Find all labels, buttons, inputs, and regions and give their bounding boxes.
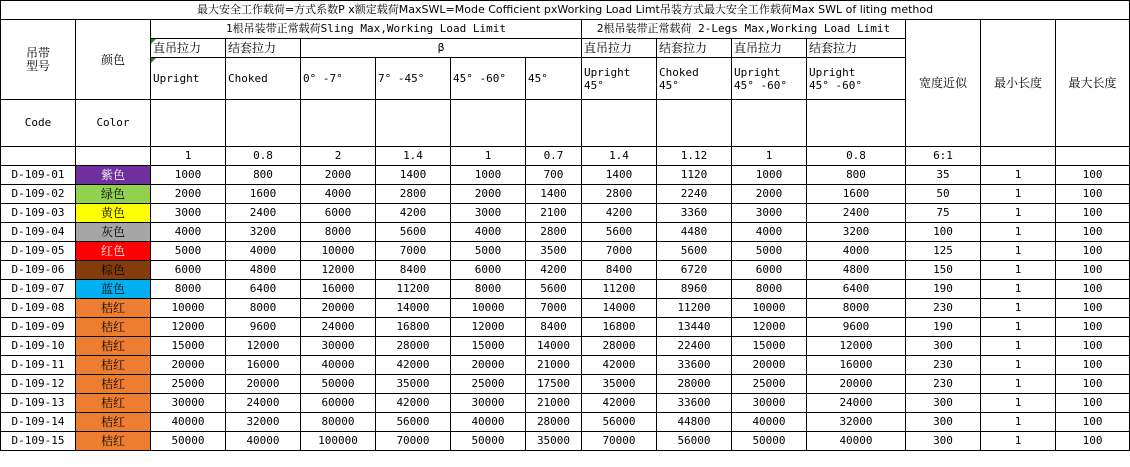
value-cell: 4200 xyxy=(582,204,657,223)
value-cell: 1000 xyxy=(451,166,526,185)
value-cell: 125 xyxy=(906,242,981,261)
value-cell: 100 xyxy=(1056,261,1130,280)
table-row xyxy=(1,356,1130,375)
value-cell: 4000 xyxy=(151,223,226,242)
value-cell: 8400 xyxy=(526,318,582,337)
code-cell: D-109-08 xyxy=(1,299,76,318)
table-row xyxy=(1,318,1130,337)
blank-cell xyxy=(76,147,151,166)
header-angle-45-60: 45° -60° xyxy=(451,58,526,100)
factor-cell xyxy=(1056,147,1130,166)
value-cell: 6000 xyxy=(732,261,807,280)
value-cell: 9600 xyxy=(226,318,301,337)
value-cell: 50000 xyxy=(151,432,226,451)
header-straight-lift-1: 直吊拉力 xyxy=(151,39,226,58)
value-cell: 13440 xyxy=(657,318,732,337)
value-cell: 8000 xyxy=(732,280,807,299)
value-cell: 11200 xyxy=(582,280,657,299)
table-row xyxy=(1,242,1130,261)
header-width: 宽度近似 xyxy=(906,20,981,147)
header-color-en: Color xyxy=(76,100,151,147)
value-cell: 10000 xyxy=(301,242,376,261)
blank-cell xyxy=(582,100,657,147)
value-cell: 8000 xyxy=(226,299,301,318)
value-cell: 21000 xyxy=(526,356,582,375)
value-cell: 700 xyxy=(526,166,582,185)
value-cell: 1 xyxy=(981,261,1056,280)
value-cell: 4480 xyxy=(657,223,732,242)
value-cell: 100 xyxy=(1056,375,1130,394)
color-swatch-cell: 紫色 xyxy=(76,166,151,185)
header-one-leg-group: 1根吊装带正常载荷Sling Max,Working Load Limit xyxy=(151,20,582,39)
value-cell: 8960 xyxy=(657,280,732,299)
header-beta: β xyxy=(301,39,582,58)
value-cell: 2000 xyxy=(732,185,807,204)
value-cell: 42000 xyxy=(376,356,451,375)
blank-cell xyxy=(151,100,226,147)
value-cell: 1 xyxy=(981,337,1056,356)
value-cell: 56000 xyxy=(376,413,451,432)
value-cell: 70000 xyxy=(582,432,657,451)
value-cell: 9600 xyxy=(807,318,906,337)
factor-row xyxy=(1,147,1130,166)
value-cell: 4000 xyxy=(226,242,301,261)
value-cell: 16000 xyxy=(807,356,906,375)
value-cell: 15000 xyxy=(451,337,526,356)
factor-cell: 0.8 xyxy=(807,147,906,166)
value-cell: 50000 xyxy=(451,432,526,451)
value-cell: 5600 xyxy=(376,223,451,242)
value-cell: 32000 xyxy=(226,413,301,432)
value-cell: 10000 xyxy=(151,299,226,318)
value-cell: 2240 xyxy=(657,185,732,204)
value-cell: 1 xyxy=(981,223,1056,242)
value-cell: 1400 xyxy=(526,185,582,204)
value-cell: 2800 xyxy=(376,185,451,204)
value-cell: 56000 xyxy=(657,432,732,451)
header-choked: Choked xyxy=(226,58,301,100)
header-upright-45-60-b: Upright 45° -60° xyxy=(807,58,906,100)
value-cell: 14000 xyxy=(582,299,657,318)
value-cell: 25000 xyxy=(732,375,807,394)
value-cell: 6400 xyxy=(807,280,906,299)
value-cell: 20000 xyxy=(451,356,526,375)
header-angle-45: 45° xyxy=(526,58,582,100)
value-cell: 70000 xyxy=(376,432,451,451)
factor-cell xyxy=(981,147,1056,166)
value-cell: 12000 xyxy=(807,337,906,356)
color-swatch-cell: 绿色 xyxy=(76,185,151,204)
value-cell: 24000 xyxy=(301,318,376,337)
value-cell: 800 xyxy=(807,166,906,185)
color-swatch-cell: 桔红 xyxy=(76,299,151,318)
value-cell: 100 xyxy=(1056,394,1130,413)
value-cell: 40000 xyxy=(732,413,807,432)
value-cell: 42000 xyxy=(582,356,657,375)
code-cell: D-109-12 xyxy=(1,375,76,394)
value-cell: 30000 xyxy=(301,337,376,356)
value-cell: 6720 xyxy=(657,261,732,280)
code-cell: D-109-03 xyxy=(1,204,76,223)
value-cell: 300 xyxy=(906,413,981,432)
value-cell: 230 xyxy=(906,375,981,394)
value-cell: 2000 xyxy=(451,185,526,204)
value-cell: 1 xyxy=(981,356,1056,375)
value-cell: 7000 xyxy=(526,299,582,318)
header-angle-7-45: 7° -45° xyxy=(376,58,451,100)
blank-cell xyxy=(526,100,582,147)
code-cell: D-109-06 xyxy=(1,261,76,280)
value-cell: 8000 xyxy=(301,223,376,242)
factor-cell: 1.12 xyxy=(657,147,732,166)
value-cell: 100000 xyxy=(301,432,376,451)
value-cell: 28000 xyxy=(526,413,582,432)
value-cell: 1 xyxy=(981,204,1056,223)
value-cell: 1 xyxy=(981,185,1056,204)
value-cell: 100 xyxy=(1056,356,1130,375)
value-cell: 4800 xyxy=(226,261,301,280)
value-cell: 100 xyxy=(1056,223,1130,242)
value-cell: 11200 xyxy=(376,280,451,299)
value-cell: 4000 xyxy=(807,242,906,261)
value-cell: 40000 xyxy=(226,432,301,451)
value-cell: 3000 xyxy=(732,204,807,223)
code-cell: D-109-14 xyxy=(1,413,76,432)
value-cell: 12000 xyxy=(226,337,301,356)
value-cell: 6000 xyxy=(301,204,376,223)
value-cell: 4200 xyxy=(376,204,451,223)
table-row xyxy=(1,413,1130,432)
value-cell: 10000 xyxy=(451,299,526,318)
blank-cell xyxy=(807,100,906,147)
value-cell: 25000 xyxy=(451,375,526,394)
value-cell: 30000 xyxy=(451,394,526,413)
value-cell: 100 xyxy=(1056,185,1130,204)
blank-cell xyxy=(301,100,376,147)
header-angle-0-7: 0° -7° xyxy=(301,58,376,100)
value-cell: 20000 xyxy=(151,356,226,375)
header-max-length: 最大长度 xyxy=(1056,20,1130,147)
value-cell: 2100 xyxy=(526,204,582,223)
code-cell: D-109-04 xyxy=(1,223,76,242)
value-cell: 50000 xyxy=(732,432,807,451)
factor-cell: 6:1 xyxy=(906,147,981,166)
header-min-length: 最小长度 xyxy=(981,20,1056,147)
value-cell: 21000 xyxy=(526,394,582,413)
value-cell: 11200 xyxy=(657,299,732,318)
table-row xyxy=(1,261,1130,280)
value-cell: 300 xyxy=(906,337,981,356)
value-cell: 1 xyxy=(981,375,1056,394)
value-cell: 3360 xyxy=(657,204,732,223)
code-cell: D-109-11 xyxy=(1,356,76,375)
value-cell: 150 xyxy=(906,261,981,280)
value-cell: 40000 xyxy=(451,413,526,432)
color-swatch-cell: 桔红 xyxy=(76,375,151,394)
color-swatch-cell: 黄色 xyxy=(76,204,151,223)
value-cell: 16800 xyxy=(376,318,451,337)
value-cell: 20000 xyxy=(807,375,906,394)
value-cell: 100 xyxy=(1056,337,1130,356)
value-cell: 6400 xyxy=(226,280,301,299)
value-cell: 40000 xyxy=(807,432,906,451)
value-cell: 1600 xyxy=(807,185,906,204)
value-cell: 1 xyxy=(981,432,1056,451)
value-cell: 5600 xyxy=(582,223,657,242)
color-swatch-cell: 灰色 xyxy=(76,223,151,242)
value-cell: 1000 xyxy=(732,166,807,185)
code-cell: D-109-01 xyxy=(1,166,76,185)
factor-cell: 0.7 xyxy=(526,147,582,166)
code-cell: D-109-09 xyxy=(1,318,76,337)
value-cell: 12000 xyxy=(451,318,526,337)
value-cell: 8000 xyxy=(151,280,226,299)
value-cell: 30000 xyxy=(732,394,807,413)
value-cell: 1 xyxy=(981,299,1056,318)
factor-cell: 1.4 xyxy=(582,147,657,166)
value-cell: 42000 xyxy=(582,394,657,413)
code-cell: D-109-02 xyxy=(1,185,76,204)
code-cell: D-109-13 xyxy=(1,394,76,413)
value-cell: 12000 xyxy=(151,318,226,337)
value-cell: 1600 xyxy=(226,185,301,204)
value-cell: 17500 xyxy=(526,375,582,394)
value-cell: 24000 xyxy=(807,394,906,413)
color-swatch-cell: 桔红 xyxy=(76,356,151,375)
value-cell: 28000 xyxy=(657,375,732,394)
header-model: 吊带 型号 xyxy=(1,20,76,100)
value-cell: 1 xyxy=(981,318,1056,337)
value-cell: 8400 xyxy=(376,261,451,280)
value-cell: 6000 xyxy=(451,261,526,280)
table-row xyxy=(1,299,1130,318)
value-cell: 2800 xyxy=(582,185,657,204)
value-cell: 16000 xyxy=(301,280,376,299)
value-cell: 16000 xyxy=(226,356,301,375)
value-cell: 8000 xyxy=(451,280,526,299)
color-swatch-cell: 桔红 xyxy=(76,318,151,337)
value-cell: 10000 xyxy=(732,299,807,318)
value-cell: 30000 xyxy=(151,394,226,413)
value-cell: 100 xyxy=(1056,318,1130,337)
value-cell: 230 xyxy=(906,299,981,318)
table-row xyxy=(1,337,1130,356)
value-cell: 6000 xyxy=(151,261,226,280)
value-cell: 20000 xyxy=(732,356,807,375)
color-swatch-cell: 桔红 xyxy=(76,413,151,432)
value-cell: 3200 xyxy=(226,223,301,242)
header-straight-lift-2: 直吊拉力 xyxy=(582,39,657,58)
value-cell: 14000 xyxy=(526,337,582,356)
value-cell: 5600 xyxy=(526,280,582,299)
value-cell: 1120 xyxy=(657,166,732,185)
value-cell: 100 xyxy=(1056,204,1130,223)
header-choke-lift-2: 结套拉力 xyxy=(657,39,732,58)
table-row xyxy=(1,394,1130,413)
blank-cell xyxy=(226,100,301,147)
value-cell: 3000 xyxy=(451,204,526,223)
value-cell: 28000 xyxy=(376,337,451,356)
header-choke-lift-1: 结套拉力 xyxy=(226,39,301,58)
value-cell: 75 xyxy=(906,204,981,223)
value-cell: 100 xyxy=(1056,242,1130,261)
header-two-leg-group: 2根吊装带正常载荷 2-Legs Max,Working Load Limit xyxy=(582,20,906,39)
value-cell: 15000 xyxy=(732,337,807,356)
value-cell: 190 xyxy=(906,280,981,299)
value-cell: 1 xyxy=(981,166,1056,185)
code-cell: D-109-15 xyxy=(1,432,76,451)
value-cell: 33600 xyxy=(657,394,732,413)
value-cell: 3000 xyxy=(151,204,226,223)
value-cell: 25000 xyxy=(151,375,226,394)
value-cell: 16800 xyxy=(582,318,657,337)
header-color: 颜色 xyxy=(76,20,151,100)
value-cell: 100 xyxy=(906,223,981,242)
value-cell: 80000 xyxy=(301,413,376,432)
value-cell: 12000 xyxy=(301,261,376,280)
factor-cell: 2 xyxy=(301,147,376,166)
factor-cell: 1 xyxy=(151,147,226,166)
value-cell: 300 xyxy=(906,432,981,451)
value-cell: 50 xyxy=(906,185,981,204)
value-cell: 100 xyxy=(1056,432,1130,451)
value-cell: 12000 xyxy=(732,318,807,337)
code-cell: D-109-07 xyxy=(1,280,76,299)
blank-cell xyxy=(376,100,451,147)
color-swatch-cell: 红色 xyxy=(76,242,151,261)
header-upright-45-60-a: Upright 45° -60° xyxy=(732,58,807,100)
value-cell: 20000 xyxy=(226,375,301,394)
table-row xyxy=(1,204,1130,223)
value-cell: 1400 xyxy=(376,166,451,185)
table-row xyxy=(1,280,1130,299)
code-cell: D-109-10 xyxy=(1,337,76,356)
value-cell: 20000 xyxy=(301,299,376,318)
header-choke-lift-3: 结套拉力 xyxy=(807,39,906,58)
value-cell: 2000 xyxy=(301,166,376,185)
value-cell: 8000 xyxy=(807,299,906,318)
code-cell: D-109-05 xyxy=(1,242,76,261)
value-cell: 7000 xyxy=(582,242,657,261)
header-upright: Upright xyxy=(151,58,226,100)
value-cell: 5000 xyxy=(151,242,226,261)
value-cell: 33600 xyxy=(657,356,732,375)
blank-cell xyxy=(1,147,76,166)
value-cell: 32000 xyxy=(807,413,906,432)
value-cell: 28000 xyxy=(582,337,657,356)
value-cell: 8400 xyxy=(582,261,657,280)
table-row xyxy=(1,223,1130,242)
color-swatch-cell: 蓝色 xyxy=(76,280,151,299)
header-straight-lift-3: 直吊拉力 xyxy=(732,39,807,58)
value-cell: 35 xyxy=(906,166,981,185)
color-swatch-cell: 桔红 xyxy=(76,394,151,413)
value-cell: 1 xyxy=(981,413,1056,432)
blank-cell xyxy=(657,100,732,147)
value-cell: 42000 xyxy=(376,394,451,413)
value-cell: 1 xyxy=(981,242,1056,261)
color-swatch-cell: 棕色 xyxy=(76,261,151,280)
value-cell: 15000 xyxy=(151,337,226,356)
blank-cell xyxy=(451,100,526,147)
blank-cell xyxy=(732,100,807,147)
value-cell: 300 xyxy=(906,394,981,413)
value-cell: 40000 xyxy=(301,356,376,375)
value-cell: 4800 xyxy=(807,261,906,280)
header-choked-45: Choked 45° xyxy=(657,58,732,100)
value-cell: 44800 xyxy=(657,413,732,432)
table-row xyxy=(1,432,1130,451)
value-cell: 2400 xyxy=(226,204,301,223)
value-cell: 24000 xyxy=(226,394,301,413)
value-cell: 800 xyxy=(226,166,301,185)
factor-cell: 1 xyxy=(732,147,807,166)
factor-cell: 1 xyxy=(451,147,526,166)
value-cell: 100 xyxy=(1056,299,1130,318)
value-cell: 100 xyxy=(1056,166,1130,185)
value-cell: 230 xyxy=(906,356,981,375)
value-cell: 3500 xyxy=(526,242,582,261)
value-cell: 50000 xyxy=(301,375,376,394)
value-cell: 100 xyxy=(1056,413,1130,432)
value-cell: 1000 xyxy=(151,166,226,185)
value-cell: 2400 xyxy=(807,204,906,223)
value-cell: 60000 xyxy=(301,394,376,413)
value-cell: 14000 xyxy=(376,299,451,318)
value-cell: 1400 xyxy=(582,166,657,185)
value-cell: 1 xyxy=(981,280,1056,299)
value-cell: 4000 xyxy=(451,223,526,242)
factor-cell: 0.8 xyxy=(226,147,301,166)
value-cell: 35000 xyxy=(526,432,582,451)
value-cell: 22400 xyxy=(657,337,732,356)
value-cell: 56000 xyxy=(582,413,657,432)
header-upright-45: Upright 45° xyxy=(582,58,657,100)
table-row xyxy=(1,166,1130,185)
value-cell: 1 xyxy=(981,394,1056,413)
header-code: Code xyxy=(1,100,76,147)
value-cell: 100 xyxy=(1056,280,1130,299)
table-row xyxy=(1,375,1130,394)
value-cell: 2800 xyxy=(526,223,582,242)
value-cell: 4000 xyxy=(732,223,807,242)
value-cell: 2000 xyxy=(151,185,226,204)
value-cell: 35000 xyxy=(582,375,657,394)
factor-cell: 1.4 xyxy=(376,147,451,166)
value-cell: 4000 xyxy=(301,185,376,204)
table-title: 最大安全工作载荷=方式系数P x额定载荷MaxSWL=Mode Cofficient pxWorking Load Limt吊装方式最大安全工作载荷Max SWL of liting method xyxy=(1,1,1130,20)
value-cell: 40000 xyxy=(151,413,226,432)
color-swatch-cell: 桔红 xyxy=(76,432,151,451)
value-cell: 5000 xyxy=(732,242,807,261)
value-cell: 35000 xyxy=(376,375,451,394)
value-cell: 3200 xyxy=(807,223,906,242)
value-cell: 5000 xyxy=(451,242,526,261)
value-cell: 7000 xyxy=(376,242,451,261)
color-swatch-cell: 桔红 xyxy=(76,337,151,356)
value-cell: 190 xyxy=(906,318,981,337)
value-cell: 5600 xyxy=(657,242,732,261)
table-row xyxy=(1,185,1130,204)
value-cell: 4200 xyxy=(526,261,582,280)
